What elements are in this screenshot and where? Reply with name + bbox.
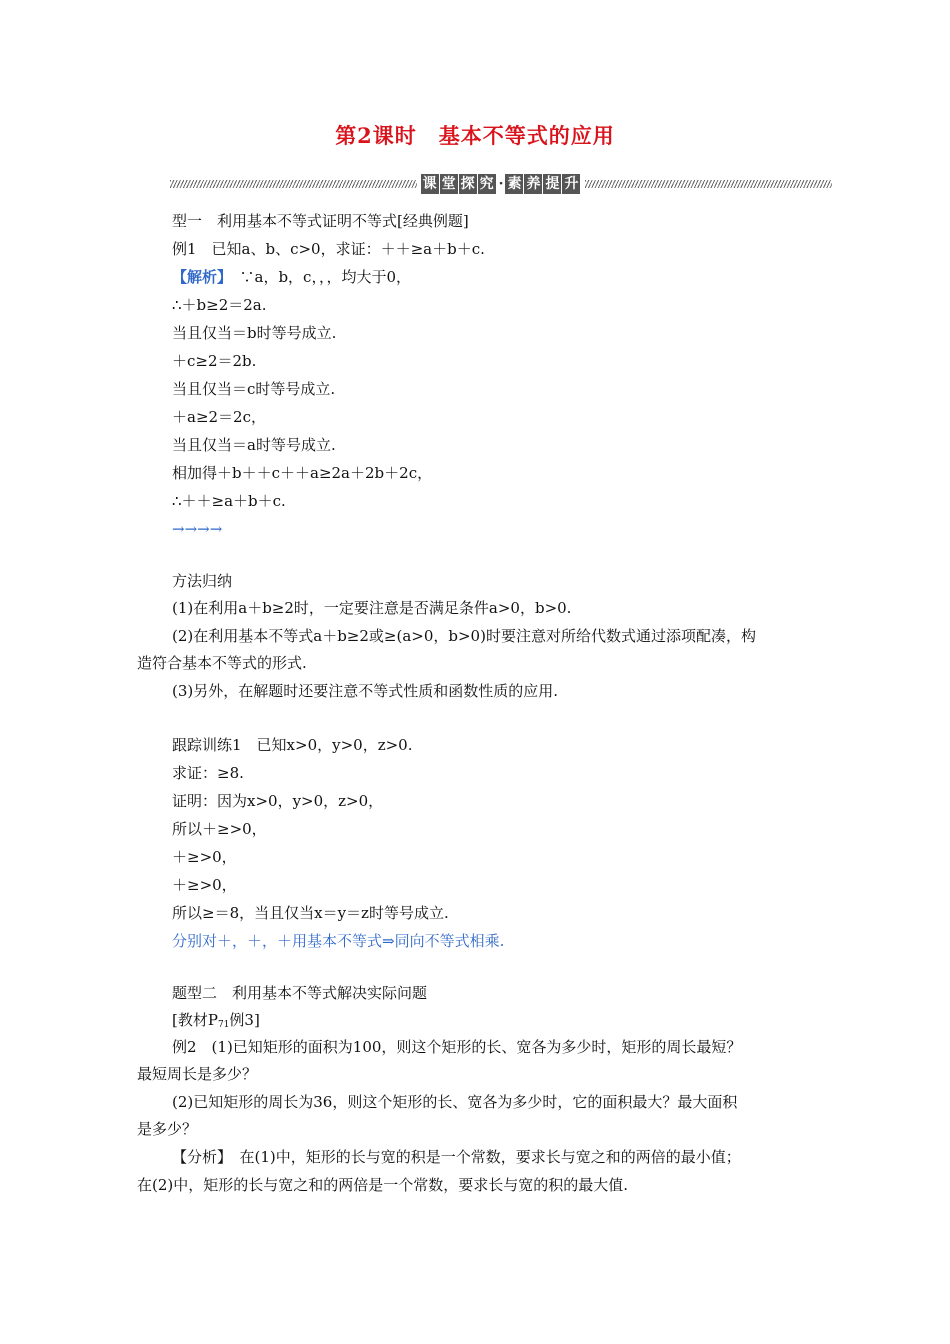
practice-line: ＋≥>0， — [172, 848, 237, 866]
banner-char: 养 — [526, 176, 541, 192]
method-item: (2)在利用基本不等式a＋b≥2或≥(a>0，b>0)时要注意对所给代数式通过添项配凑，构 — [172, 627, 756, 645]
banner-label — [421, 174, 582, 194]
example1-analysis — [172, 266, 411, 288]
banner-hatch-left — [170, 180, 417, 188]
proof-line: ∴＋＋≥a＋b＋c. — [172, 492, 286, 510]
arrow-marker: →→→→ — [172, 520, 223, 538]
practice-line: 证明：因为x>0，y>0，z>0， — [172, 792, 384, 810]
proof-line: ＋c≥2＝2b. — [172, 352, 257, 370]
practice-line: ＋≥>0， — [172, 876, 237, 894]
proof-line: 当且仅当＝a时等号成立. — [172, 436, 336, 454]
textbook-reference — [172, 1009, 260, 1036]
section2-heading: 题型二 利用基本不等式解决实际问题 — [172, 984, 428, 1002]
section1-heading: 型一 利用基本不等式证明不等式[经典例题] — [172, 212, 469, 230]
banner-char: 探 — [460, 176, 475, 192]
textbook-page: 71 — [217, 1020, 230, 1030]
analysis-text: ∵a，b，c，，，均大于0， — [224, 268, 412, 286]
page-title: 第2课时 基本不等式的应用 — [335, 123, 615, 148]
practice-line: 所以＋≥>0， — [172, 820, 267, 838]
practice-hint: 分别对＋，＋，＋用基本不等式⇒同向不等式相乘. — [172, 932, 505, 950]
example2-part1-continued: 最短周长是多少？ — [137, 1065, 258, 1083]
banner-separator: · — [498, 176, 504, 192]
method-item: (1)在利用a＋b≥2时，一定要注意是否满足条件a>0，b>0. — [172, 599, 572, 617]
banner-char: 究 — [479, 176, 494, 192]
example2-part2: (2)已知矩形的周长为36，则这个矩形的长、宽各为多少时，它的面积最大？最大面积 — [172, 1093, 738, 1111]
banner-char: 提 — [545, 176, 560, 192]
proof-line: 当且仅当＝c时等号成立. — [172, 380, 336, 398]
banner-char: 素 — [507, 176, 522, 192]
section-banner — [170, 172, 832, 196]
practice-line: 所以≥＝8，当且仅当x＝y＝z时等号成立. — [172, 904, 449, 922]
method-heading: 方法归纳 — [172, 572, 233, 590]
banner-hatch-right — [585, 180, 832, 188]
method-item: (3)另外，在解题时还要注意不等式性质和函数性质的应用. — [172, 682, 559, 700]
example2-analysis-continued: 在(2)中，矩形的长与宽之和的两倍是一个常数，要求长与宽的积的最大值. — [137, 1176, 629, 1194]
example2-part1: 例2 (1)已知矩形的面积为100，则这个矩形的长、宽各为多少时，矩形的周长最短？ — [172, 1038, 742, 1056]
proof-line: ＋a≥2＝2c， — [172, 408, 266, 426]
proof-line: 相加得＋b＋＋c＋＋a≥2a＋2b＋2c， — [172, 464, 433, 482]
practice-heading: 跟踪训练1 已知x>0，y>0，z>0. — [172, 736, 413, 754]
banner-char: 升 — [564, 176, 579, 192]
textbook-prefix: [教材P — [172, 1011, 218, 1029]
example2-part2-continued: 是多少？ — [137, 1120, 198, 1138]
proof-line: ∴＋b≥2＝2a. — [172, 296, 267, 314]
banner-char: 课 — [422, 176, 437, 192]
analysis-tag: 【解析】 — [172, 268, 225, 286]
textbook-suffix: 例3] — [229, 1011, 260, 1029]
practice-line: 求证：≥8. — [172, 764, 244, 782]
method-item-continued: 造符合基本不等式的形式. — [137, 654, 307, 672]
proof-line: 当且仅当＝b时等号成立. — [172, 324, 337, 342]
example2-analysis: 【分析】 在(1)中，矩形的长与宽的积是一个常数，要求长与宽之和的两倍的最小值； — [172, 1148, 741, 1166]
banner-char: 堂 — [441, 176, 456, 192]
example1-statement: 例1 已知a、b、c>0，求证：＋＋≥a＋b＋c. — [172, 240, 485, 258]
